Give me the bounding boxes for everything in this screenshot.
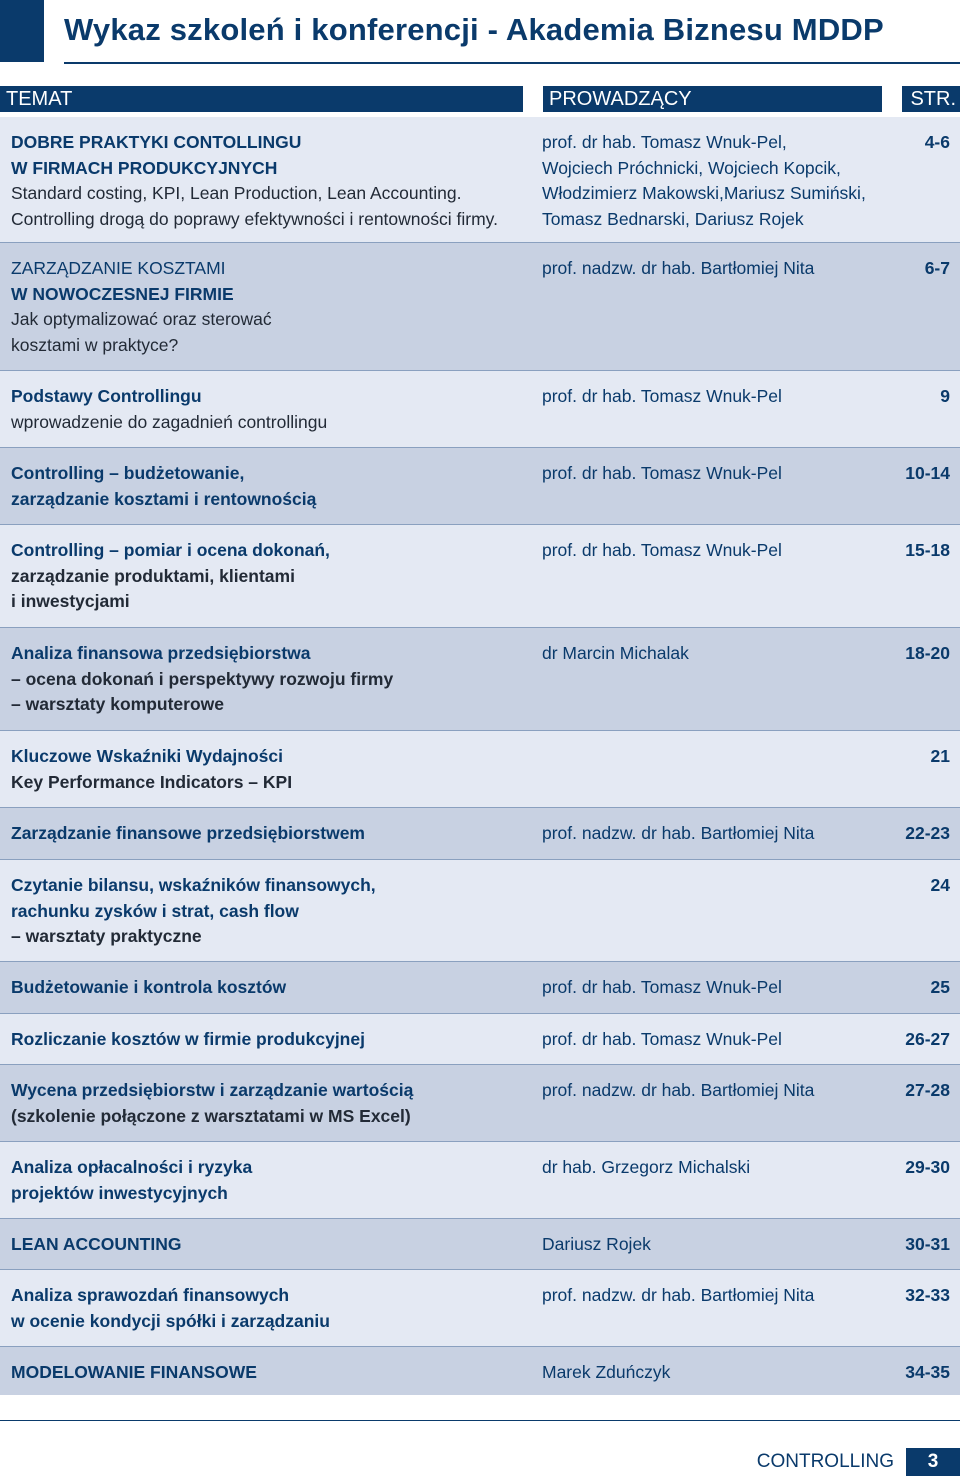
table-row [0,1065,960,1142]
page-cell: 15-18 [905,540,950,560]
topic-line: – ocena dokonań i perspektywy rozwoju firmy [11,668,394,689]
lead-cell [542,975,892,1001]
lead-line: prof. dr hab. Tomasz Wnuk-Pel, [542,132,787,152]
table-row [0,1347,960,1395]
lead-line: prof. nadzw. dr hab. Bartłomiej Nita [542,258,815,278]
topic-cell [11,256,531,358]
table-row [0,243,960,371]
topic-line: Kluczowe Wskaźniki Wydajności [11,746,283,766]
topic-cell [11,975,531,1001]
lead-line: Wojciech Próchnicki, Wojciech Kopcik, [542,157,841,178]
table-row [0,371,960,448]
page-cell: 21 [930,746,950,766]
page-cell: 26-27 [905,1029,950,1049]
topic-line: zarządzanie kosztami i rentownością [11,488,317,509]
topic-line: Jak optymalizować oraz sterować [11,309,272,330]
topic-cell [11,873,531,950]
title-divider [64,62,960,64]
topic-line: Budżetowanie i kontrola kosztów [11,977,287,997]
table-row [0,1142,960,1219]
topic-line: ZARZĄDZANIE KOSZTAMI [11,258,226,278]
topic-cell [11,384,531,435]
lead-cell [542,1155,892,1181]
table-row [0,731,960,808]
topic-line: rachunku zysków i strat, cash flow [11,900,299,921]
topic-line: Controlling – budżetowanie, [11,463,245,483]
topic-line: Analiza finansowa przedsiębiorstwa [11,643,311,663]
lead-line: prof. dr hab. Tomasz Wnuk-Pel [542,386,782,406]
page-cell: 9 [940,386,950,406]
lead-cell [542,1078,892,1104]
page-cell: 25 [930,977,950,997]
topic-cell [11,744,531,795]
topic-line: Key Performance Indicators – KPI [11,771,293,792]
lead-line: prof. nadzw. dr hab. Bartłomiej Nita [542,1285,815,1305]
lead-cell [542,641,892,667]
column-header-lead-label: PROWADZĄCY [549,88,692,110]
lead-line: prof. dr hab. Tomasz Wnuk-Pel [542,977,782,997]
lead-cell [542,1232,892,1258]
column-header-page-label: STR. [910,88,956,110]
topic-cell [11,461,531,512]
page-cell: 18-20 [905,643,950,663]
lead-cell [542,1027,892,1053]
page-cell: 22-23 [905,823,950,843]
lead-cell [542,1283,892,1309]
topic-line: Controlling – pomiar i ocena dokonań, [11,540,330,560]
lead-cell [542,130,892,232]
lead-line: Tomasz Bednarski, Dariusz Rojek [542,208,804,229]
page-cell: 24 [930,875,950,895]
page-cell: 4-6 [924,132,950,152]
topic-line: – warsztaty komputerowe [11,694,224,715]
table-row [0,1014,960,1065]
title-accent-bar [0,0,44,62]
lead-line: dr hab. Grzegorz Michalski [542,1157,751,1177]
topic-line: Controlling drogą do poprawy efektywności i rentowności firmy. [11,208,498,229]
page-cell: 29-30 [905,1157,950,1177]
page-cell: 6-7 [924,258,950,278]
topic-line: (szkolenie połączone z warsztatami w MS Excel) [11,1105,411,1126]
lead-cell [542,821,892,847]
table-row [0,448,960,525]
lead-line: prof. nadzw. dr hab. Bartłomiej Nita [542,823,815,843]
topic-line: Analiza sprawozdań finansowych [11,1285,290,1305]
topic-line: Rozliczanie kosztów w firmie produkcyjnej [11,1029,365,1049]
lead-line: prof. dr hab. Tomasz Wnuk-Pel [542,1029,782,1049]
topic-cell [11,1232,531,1258]
topic-line: W FIRMACH PRODUKCYJNYCH [11,157,278,178]
topic-line: w ocenie kondycji spółki i zarządzaniu [11,1310,330,1331]
topic-cell [11,821,531,847]
column-header-topic-label: TEMAT [6,88,73,110]
topic-line: Wycena przedsiębiorstw i zarządzanie wartością [11,1080,414,1100]
lead-cell [542,538,892,564]
topic-line: wprowadzenie do zagadnień controllingu [11,411,328,432]
topic-line: MODELOWANIE FINANSOWE [11,1362,257,1382]
topic-line: Standard costing, KPI, Lean Production, Lean Accounting. [11,183,462,204]
table-row [0,860,960,962]
footer-page-number: 3 [906,1448,960,1476]
topic-cell [11,1078,531,1129]
topic-cell [11,1360,531,1386]
topic-cell [11,130,531,232]
lead-cell [542,461,892,487]
topic-line: Podstawy Controllingu [11,386,202,406]
page-title: Wykaz szkoleń i konferencji - Akademia Biznesu MDDP [64,12,884,47]
lead-line: Dariusz Rojek [542,1234,651,1254]
topic-line: LEAN ACCOUNTING [11,1234,182,1254]
lead-cell [542,1360,892,1386]
table-row [0,962,960,1014]
lead-line: dr Marcin Michalak [542,643,689,663]
topic-line: W NOWOCZESNEJ FIRMIE [11,283,234,304]
lead-line: prof. dr hab. Tomasz Wnuk-Pel [542,540,782,560]
lead-cell [542,256,892,282]
table-row [0,808,960,860]
lead-line: Marek Zduńczyk [542,1362,671,1382]
topic-line: DOBRE PRAKTYKI CONTOLLINGU [11,132,302,152]
column-header-lead [543,86,882,112]
footer-section-label: CONTROLLING [756,1451,894,1472]
training-table [0,117,960,1395]
topic-cell [11,1155,531,1206]
topic-line: Czytanie bilansu, wskaźników finansowych, [11,875,376,895]
page-cell: 30-31 [905,1234,950,1254]
lead-line: prof. nadzw. dr hab. Bartłomiej Nita [542,1080,815,1100]
table-row [0,1270,960,1347]
topic-line: i inwestycjami [11,591,130,612]
topic-line: kosztami w praktyce? [11,334,179,355]
topic-line: Analiza opłacalności i ryzyka [11,1157,253,1177]
topic-cell [11,1283,531,1334]
page-cell: 27-28 [905,1080,950,1100]
column-header-page [902,86,960,112]
topic-line: Zarządzanie finansowe przedsiębiorstwem [11,823,365,843]
topic-cell [11,641,531,718]
table-row [0,1219,960,1270]
lead-line: prof. dr hab. Tomasz Wnuk-Pel [542,463,782,483]
topic-line: projektów inwestycyjnych [11,1182,228,1203]
page-cell: 32-33 [905,1285,950,1305]
topic-cell [11,538,531,615]
table-row [0,117,960,243]
page-cell: 10-14 [905,463,950,483]
column-header-topic [0,86,523,112]
lead-cell [542,384,892,410]
topic-line: – warsztaty praktyczne [11,926,202,947]
table-row [0,628,960,731]
topic-line: zarządzanie produktami, klientami [11,565,295,586]
table-row [0,525,960,628]
topic-cell [11,1027,531,1053]
page-cell: 34-35 [905,1362,950,1382]
footer-divider [0,1420,960,1421]
lead-line: Włodzimierz Makowski,Mariusz Sumiński, [542,183,866,204]
